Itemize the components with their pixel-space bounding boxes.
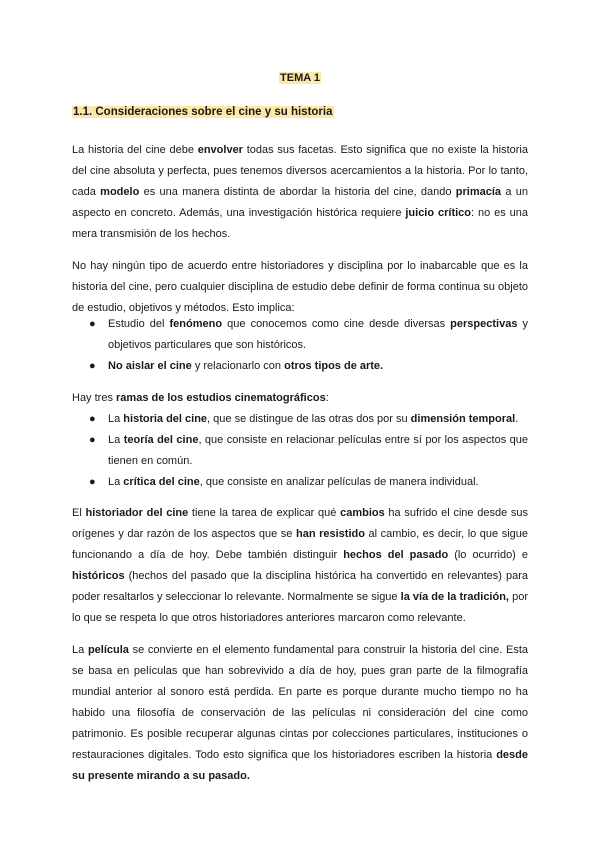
text-run: ha sufrido el cine desde sus orígenes y dar razón de los aspectos que se [72,507,528,540]
bold-term: han resistido [295,528,365,540]
text-run: todas sus facetas. Esto significa que no existe la historia del cine absoluta y perfecta, pues tenemos diversos acercamientos a la historia. Por lo tanto, cada [72,144,528,198]
text-run: La [108,413,124,425]
bullet-icon: ● [89,318,96,330]
paragraph-2: No hay ningún tipo de acuerdo entre historiadores y disciplina por lo inabarcable que es la historia del cine, pero cualquier disciplina de estudio debe definir de forma continua su objeto de estudio, objetivos y métodos. Esto implica: [72,260,528,314]
bold-term: fenómeno [169,318,223,330]
text-run: . [515,413,519,425]
list-item [72,356,528,377]
bold-term: desde su presente mirando a su pasado. [72,749,528,782]
bold-term: película [87,644,129,656]
bold-term: hechos del pasado [343,549,449,561]
text-run: : [325,392,329,404]
paragraph-1 [72,140,528,245]
text-run: que conocemos como cine desde diversas [222,318,451,330]
text-run: (hechos del pasado que la disciplina histórica ha convertido en relevantes) para poder resaltarlos y seleccionar lo relevante. Normalmente se sigue [72,570,528,603]
list-item [72,314,528,356]
bold-term: No aislar el cine [108,360,192,372]
section-heading [72,106,334,118]
text-run: se convierte en el elemento fundamental para construir la historia del cine. Esta se basa en películas que han sobrevivido a día de hoy, pues gran parte de la filmografía mundial anterior al sonoro está perdida. En parte es porque durante mucho tiempo no ha habido una filosofía de conservación de las películas ni consideración del cine como patrimonio. Es posible recuperar algunas cintas por colecciones particulares, instituciones o restauraciones digitales. Todo esto significa que los historiadores escriben la historia [72,644,528,761]
list-item [72,430,528,472]
bold-term: perspectivas [450,318,518,330]
bullet-icon: ● [89,413,96,425]
bold-term: juicio crítico [405,207,472,219]
bold-term: otros tipos de arte. [284,360,384,372]
bold-term: historia del cine [123,413,208,425]
bold-term: historiador del cine [85,507,189,519]
bullet-icon: ● [89,360,96,372]
list-item [72,472,528,493]
text-run: La historia del cine debe [72,144,198,156]
text-run: a un aspecto en concreto. Además, una investigación histórica requiere [72,186,528,219]
text-run: es una manera distinta de abordar la historia del cine, dando [139,186,456,198]
text-run: por lo que se respeta lo que otros historiadores anteriores marcaron como relevante. [72,591,528,624]
text-run: La [108,476,124,488]
bold-term: cambios [340,507,385,519]
text-run: Hay tres [72,392,117,404]
bold-term: históricos [72,570,125,582]
text-run: , que se distingue de las otras dos por su [207,413,411,425]
bold-term: envolver [197,144,243,156]
bold-term: ramas de los estudios cinematográficos [116,392,326,404]
bullet-list-2 [72,409,528,493]
list-item [72,409,528,430]
title-highlight: TEMA 1 [280,72,320,84]
bullet-icon: ● [89,476,96,488]
paragraph-4 [72,503,528,629]
text-run: , que consiste en relacionar películas entre sí por los aspectos que tienen en común. [108,434,528,467]
text-run: La [72,644,88,656]
bold-term: teoría del cine [123,434,199,446]
text-run: : no es una mera transmisión de los hechos. [72,207,529,240]
bullet-list-1 [72,314,528,377]
text-run: al cambio, es decir, lo que sigue funcionando a día de hoy. Debe también distinguir [72,528,529,561]
paragraph-3 [72,388,528,409]
bold-term: la vía de la tradición, [400,591,509,603]
section-heading-text: 1.1. Consideraciones sobre el cine y su historia [73,106,333,118]
text-run: y relacionarlo con [191,360,285,372]
bold-term: primacía [455,186,502,198]
text-run: , que consiste en analizar películas de manera individual. [199,476,479,488]
text-run: y objetivos particulares que son históricos. [108,318,529,351]
text-run: La [108,434,124,446]
bold-term: modelo [100,186,140,198]
paragraph-5 [72,640,528,787]
text-run: (lo ocurrido) e [448,549,528,561]
bullet-icon: ● [89,434,96,446]
text-run: tiene la tarea de explicar qué [188,507,341,519]
text-run: El [72,507,86,519]
bold-term: dimensión temporal [410,413,516,425]
text-run: Estudio del [108,318,170,330]
bold-term: crítica del cine [123,476,200,488]
page-title [0,72,600,84]
